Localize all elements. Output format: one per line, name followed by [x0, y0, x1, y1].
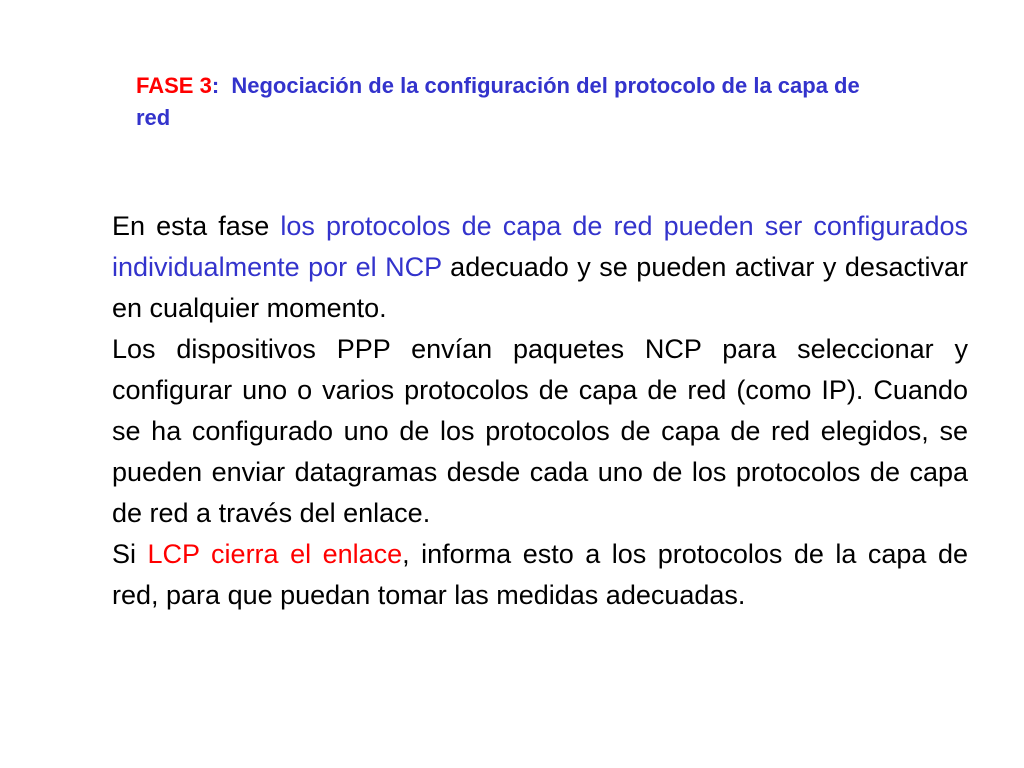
slide-title	[136, 70, 896, 134]
highlight-lcp-close: LCP cierra el enlace	[147, 539, 403, 569]
paragraph-ppp-devices: Los dispositivos PPP envían paquetes NCP para seleccionar y configurar uno o varios protocolos de capa de red (como IP). Cuando se ha configurado uno de los protocolos de capa de red elegidos, se pueden enviar datagramas desde cada uno de los protocolos de capa de red a través del enlace.	[112, 334, 968, 528]
paragraph-3-start: Si	[112, 539, 148, 569]
paragraph-lcp-close	[112, 534, 968, 616]
paragraph-ncp-config	[112, 206, 968, 329]
phase-label: FASE 3	[136, 73, 212, 98]
phase-heading: Negociación de la configuración del protocolo de la capa de red	[136, 73, 860, 130]
slide-body	[112, 206, 968, 616]
paragraph-3-end: , informa esto a los protocolos de la capa de red, para que puedan tomar las medidas adecuadas.	[112, 539, 968, 610]
paragraph-1-start: En esta fase	[112, 211, 281, 241]
paragraph-1-end: adecuado y se pueden activar y desactivar en cualquier momento.	[112, 252, 968, 323]
phase-separator: :	[211, 73, 220, 98]
highlight-ncp-config: los protocolos de capa de red pueden ser configurados individualmente por el NCP	[112, 211, 968, 282]
